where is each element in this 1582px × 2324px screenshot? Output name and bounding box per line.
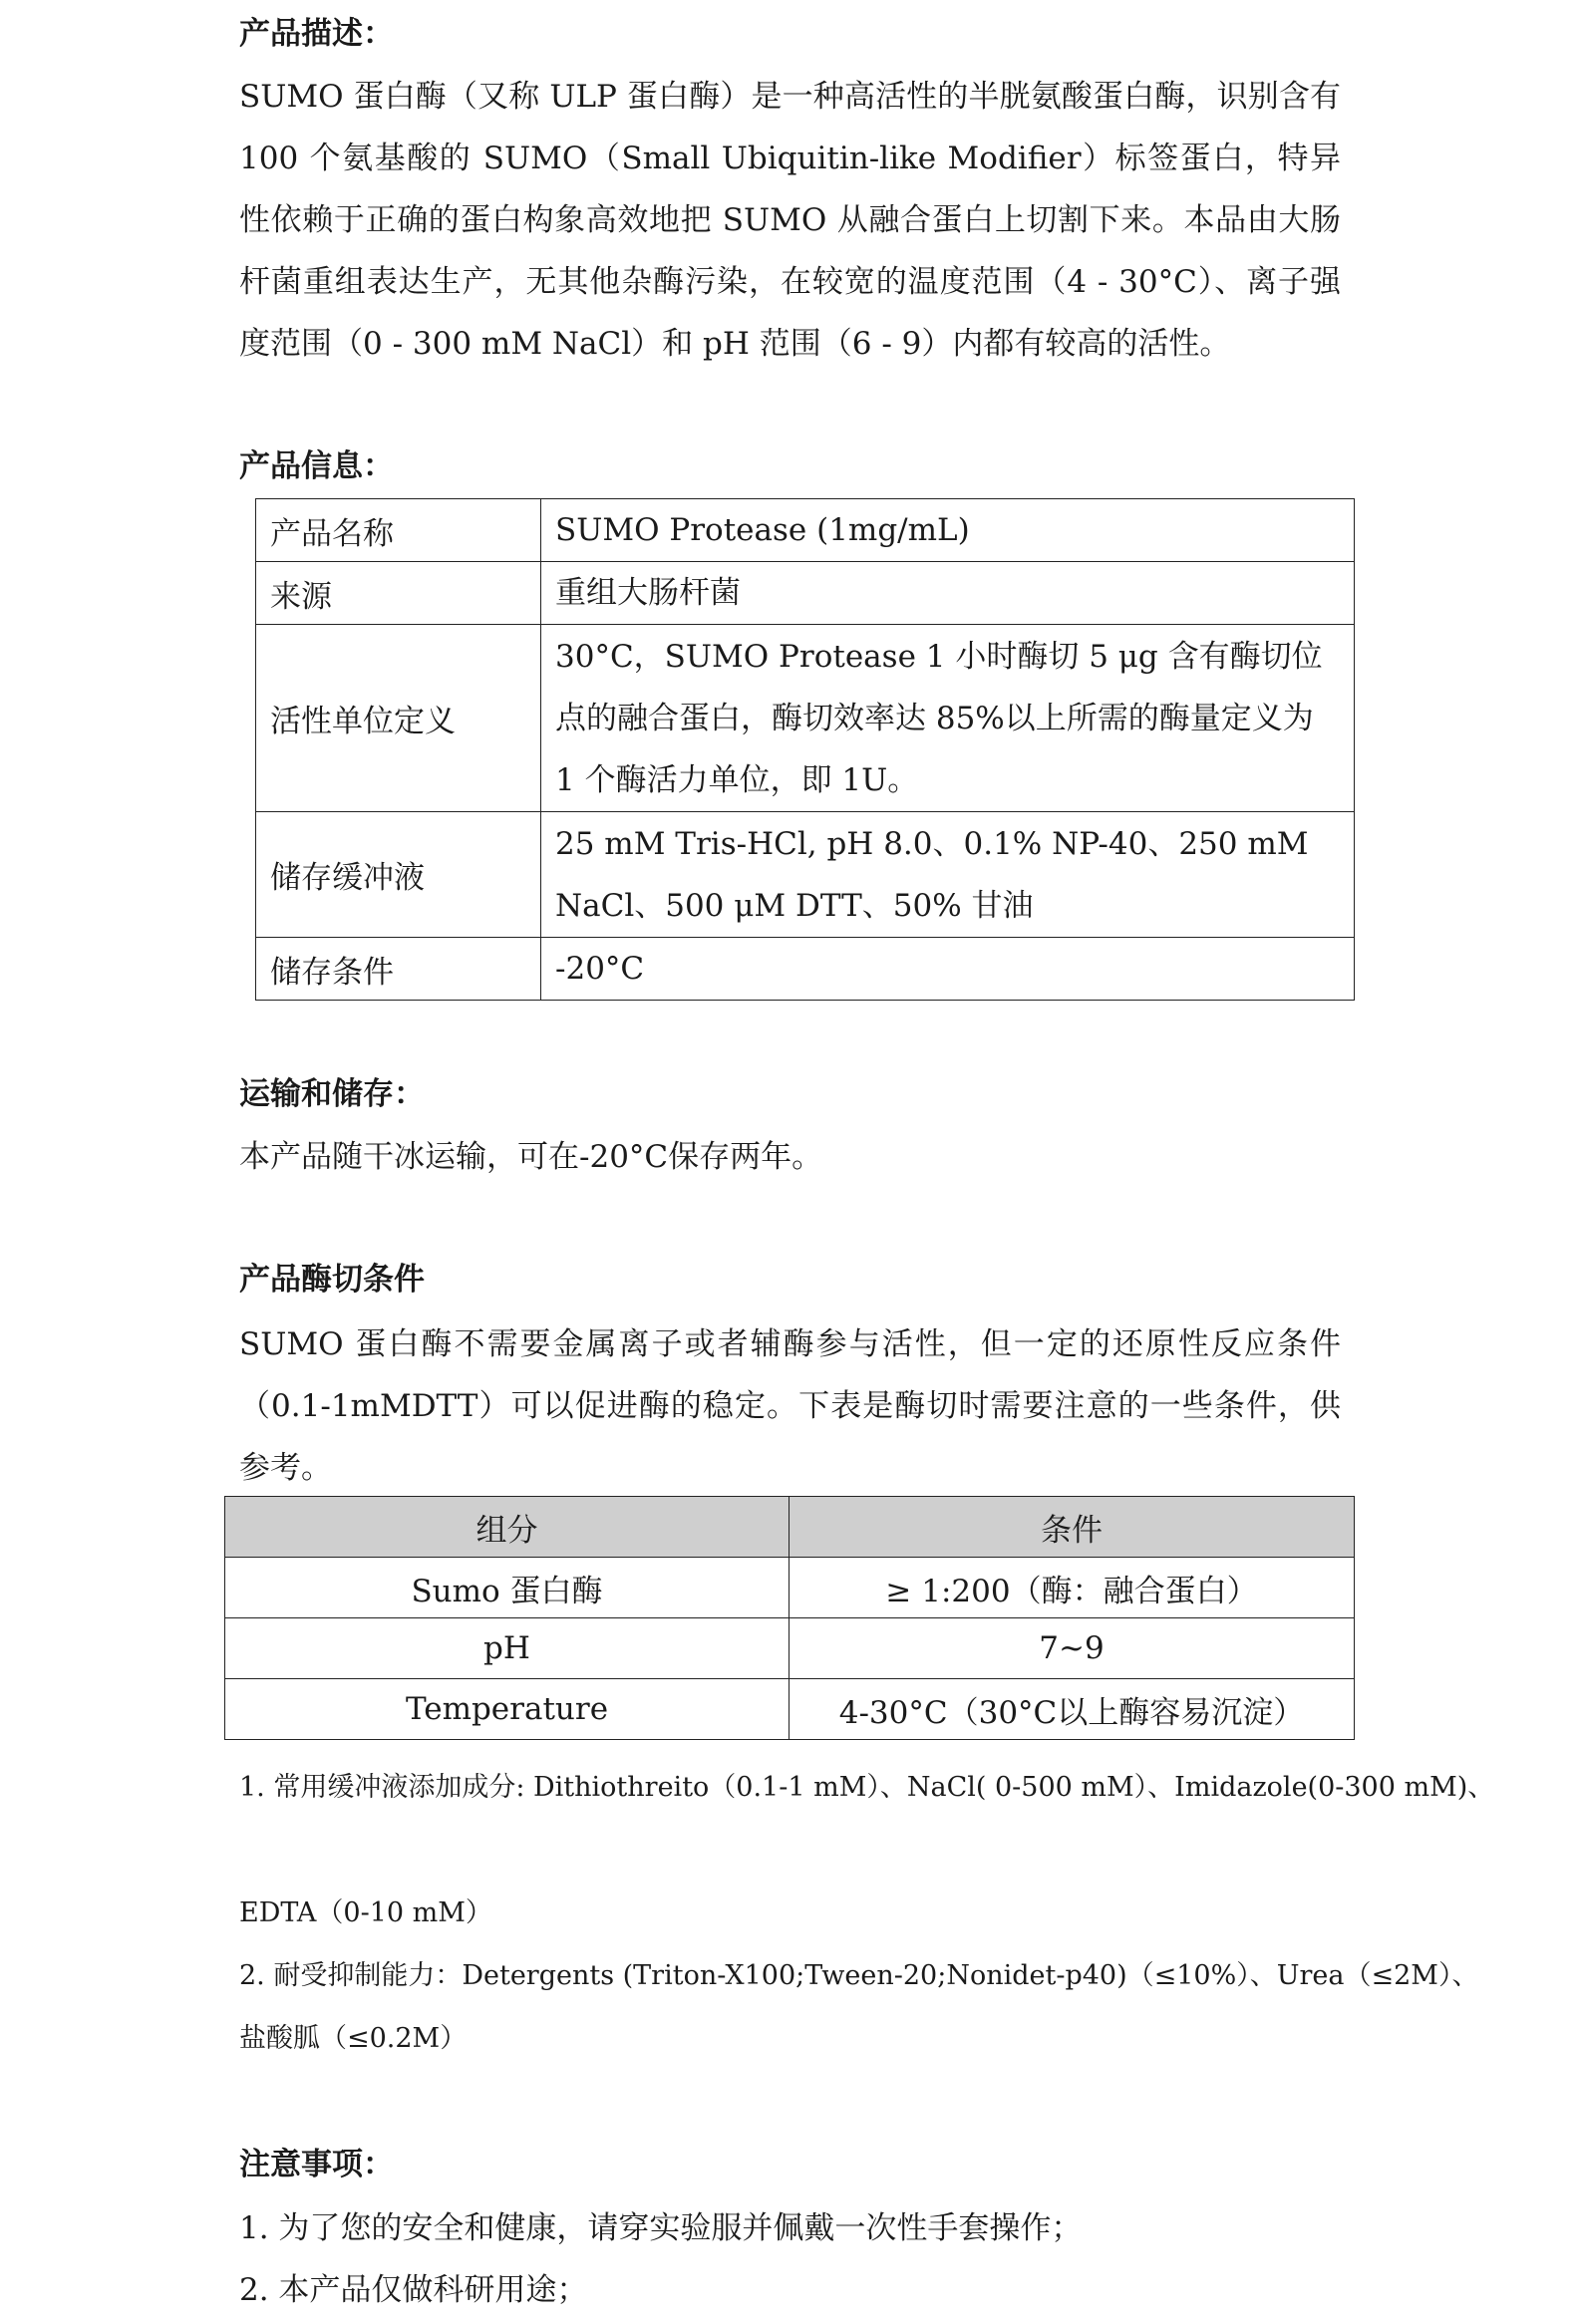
shipping-heading: 运输和储存： <box>239 1076 425 1112</box>
cleavage-conditions-table <box>224 1496 1355 1740</box>
info-key-unit-definition: 活性单位定义 <box>256 625 541 812</box>
table-row <box>225 1679 1355 1740</box>
table-cell: pH <box>225 1618 790 1679</box>
conditions-paragraph: SUMO 蛋白酶不需要金属离子或者辅酶参与活性，但一定的还原性反应条件（0.1-1mMDTT）可以促进酶的稳定。下表是酶切时需要注意的一些条件，供参考。 <box>239 1326 1341 1486</box>
precautions-heading: 注意事项： <box>239 2147 394 2182</box>
column-header-condition: 条件 <box>790 1497 1355 1558</box>
buffer-additives-note-cont: EDTA（0-10 mM） <box>239 1897 492 1928</box>
info-key-name: 产品名称 <box>256 499 541 562</box>
table-cell: Sumo 蛋白酶 <box>225 1558 790 1618</box>
table-row <box>256 625 1355 812</box>
info-value-name: SUMO Protease (1mg/mL) <box>541 499 1355 562</box>
table-cell: 4-30°C（30°C以上酶容易沉淀） <box>790 1679 1355 1740</box>
info-heading: 产品信息： <box>239 448 394 484</box>
buffer-additives-note: 1. 常用缓冲液添加成分: Dithiothreito（0.1-1 mM）、NaCl( 0-500 mM）、Imidazole(0-300 mM)、 <box>239 1772 1495 1803</box>
info-value-buffer: 25 mM Tris-HCl, pH 8.0、0.1% NP-40、250 mM NaCl、500 μM DTT、50% 甘油 <box>541 812 1355 938</box>
info-key-buffer: 储存缓冲液 <box>256 812 541 938</box>
description-heading: 产品描述： <box>239 16 394 52</box>
column-header-component: 组分 <box>225 1497 790 1558</box>
shipping-text: 本产品随干冰运输，可在-20°C保存两年。 <box>239 1139 823 1175</box>
info-key-source: 来源 <box>256 562 541 625</box>
conditions-heading: 产品酶切条件 <box>239 1262 425 1298</box>
product-info-table <box>255 498 1355 1001</box>
precaution-item: 2. 本产品仅做科研用途； <box>239 2272 588 2308</box>
table-header-row <box>225 1497 1355 1558</box>
info-value-unit-definition: 30°C，SUMO Protease 1 小时酶切 5 μg 含有酶切位点的融合蛋白，酶切效率达 85%以上所需的酶量定义为 1 个酶活力单位，即 1U。 <box>541 625 1355 812</box>
table-row <box>256 562 1355 625</box>
table-cell: 7~9 <box>790 1618 1355 1679</box>
table-row <box>225 1558 1355 1618</box>
info-key-storage: 储存条件 <box>256 938 541 1001</box>
table-row <box>225 1618 1355 1679</box>
inhibitor-tolerance-note: 2. 耐受抑制能力：Detergents (Triton-X100;Tween-20;Nonidet-p40)（≤10%）、Urea（≤2M）、 <box>239 1960 1479 1991</box>
table-cell: Temperature <box>225 1679 790 1740</box>
info-value-storage: -20°C <box>541 938 1355 1001</box>
table-row <box>256 938 1355 1001</box>
precaution-item: 1. 为了您的安全和健康，请穿实验服并佩戴一次性手套操作； <box>239 2210 1083 2246</box>
info-value-source: 重组大肠杆菌 <box>541 562 1355 625</box>
table-row <box>256 812 1355 938</box>
table-cell: ≥ 1:200（酶：融合蛋白） <box>790 1558 1355 1618</box>
description-paragraph: SUMO 蛋白酶（又称 ULP 蛋白酶）是一种高活性的半胱氨酸蛋白酶，识别含有 100 个氨基酸的 SUMO（Small Ubiquitin-like Modifier）标签蛋白，特异性依赖于正确的蛋白构象高效地把 SUMO 从融合蛋白上切割下来。本品由大肠杆菌重组表达生产，无其他杂酶污染，在较宽的温度范围（4 - 30°C）、离子强度范围（0 - 300 mM NaCl）和 pH 范围（6 - 9）内都有较高的活性。 <box>239 79 1341 362</box>
inhibitor-tolerance-note-cont: 盐酸胍（≤0.2M） <box>239 2023 468 2054</box>
table-row <box>256 499 1355 562</box>
